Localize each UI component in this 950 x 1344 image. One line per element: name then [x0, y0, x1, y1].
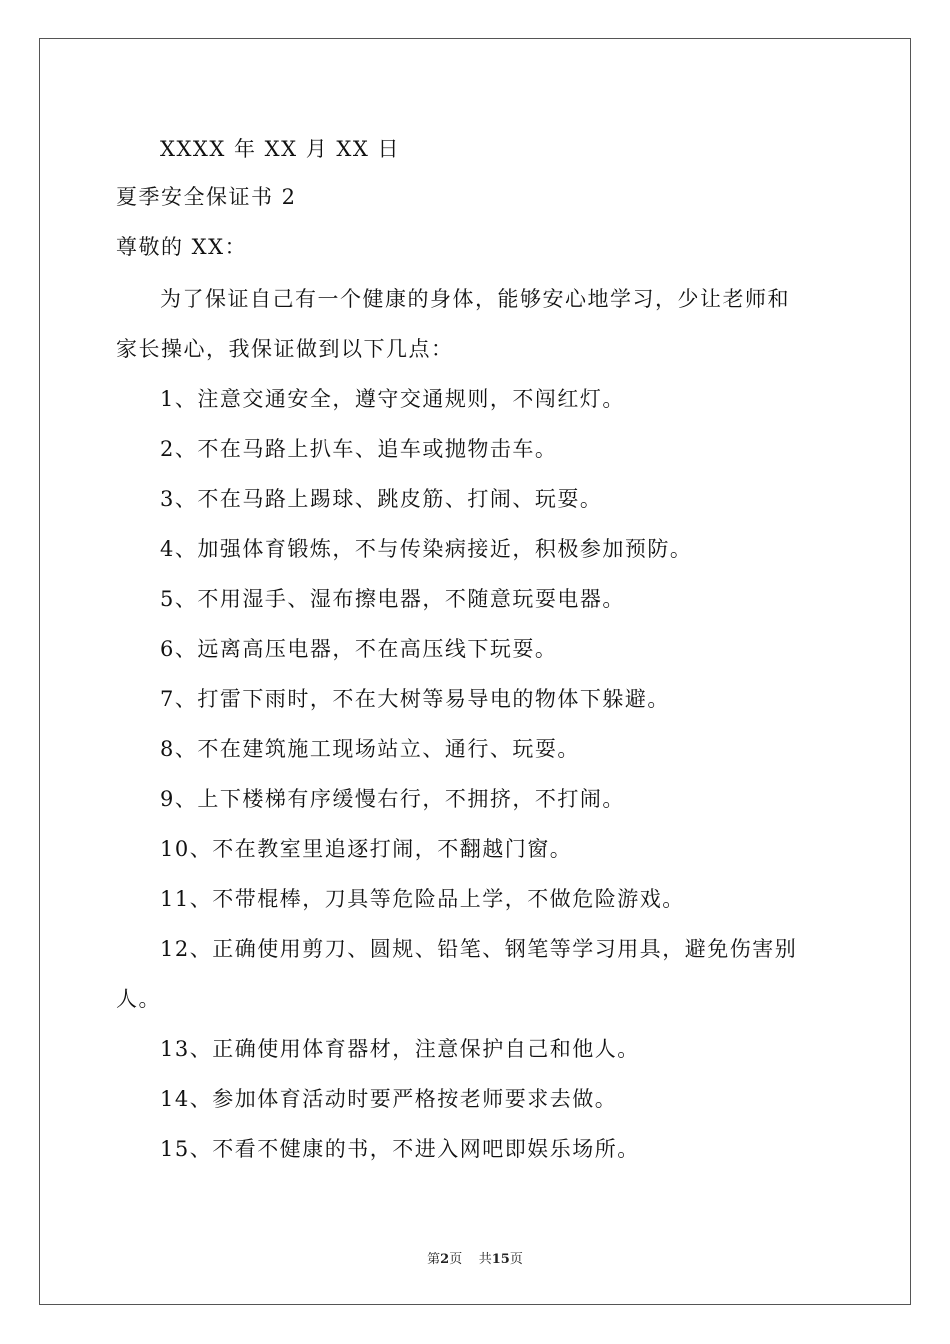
list-item: 8、不在建筑施工现场站立、通行、玩耍。 — [160, 737, 580, 761]
page-prefix: 第 — [427, 1252, 441, 1267]
list-item: 3、不在马路上踢球、跳皮筋、打闹、玩耍。 — [160, 487, 603, 511]
list-item: 13、正确使用体育器材，注意保护自己和他人。 — [160, 1037, 640, 1061]
document-title: 夏季安全保证书 2 — [116, 185, 297, 209]
list-item: 6、远离高压电器，不在高压线下玩耍。 — [160, 637, 558, 661]
intro-line-2: 家长操心，我保证做到以下几点： — [116, 337, 454, 361]
page-number: 2 — [440, 1252, 450, 1267]
list-item: 1、注意交通安全，遵守交通规则，不闯红灯。 — [160, 387, 625, 411]
list-item: 2、不在马路上扒车、追车或抛物击车。 — [160, 437, 558, 461]
page-suffix: 页 — [449, 1252, 463, 1267]
list-item: 10、不在教室里追逐打闹，不翻越门窗。 — [160, 837, 573, 861]
total-suffix: 页 — [509, 1252, 523, 1267]
salutation: 尊敬的 XX： — [116, 235, 248, 259]
page-footer — [0, 1248, 950, 1267]
total-pages: 15 — [491, 1252, 510, 1267]
page-border — [39, 38, 911, 1305]
total-prefix: 共 — [478, 1252, 492, 1267]
list-item: 14、参加体育活动时要严格按老师要求去做。 — [160, 1087, 618, 1111]
date-line: XXXX 年 XX 月 XX 日 — [160, 137, 400, 161]
list-item: 11、不带棍棒，刀具等危险品上学，不做危险游戏。 — [160, 887, 685, 911]
list-item: 5、不用湿手、湿布擦电器，不随意玩耍电器。 — [160, 587, 625, 611]
list-item: 4、加强体育锻炼，不与传染病接近，积极参加预防。 — [160, 537, 693, 561]
intro-line-1: 为了保证自己有一个健康的身体，能够安心地学习，少让老师和 — [160, 287, 790, 311]
list-item: 15、不看不健康的书，不进入网吧即娱乐场所。 — [160, 1137, 640, 1161]
list-item: 7、打雷下雨时，不在大树等易导电的物体下躲避。 — [160, 687, 670, 711]
list-item: 12、正确使用剪刀、圆规、铅笔、钢笔等学习用具，避免伤害别 — [160, 937, 798, 961]
list-item: 9、上下楼梯有序缓慢右行，不拥挤，不打闹。 — [160, 787, 625, 811]
list-item-continuation: 人。 — [116, 987, 161, 1011]
